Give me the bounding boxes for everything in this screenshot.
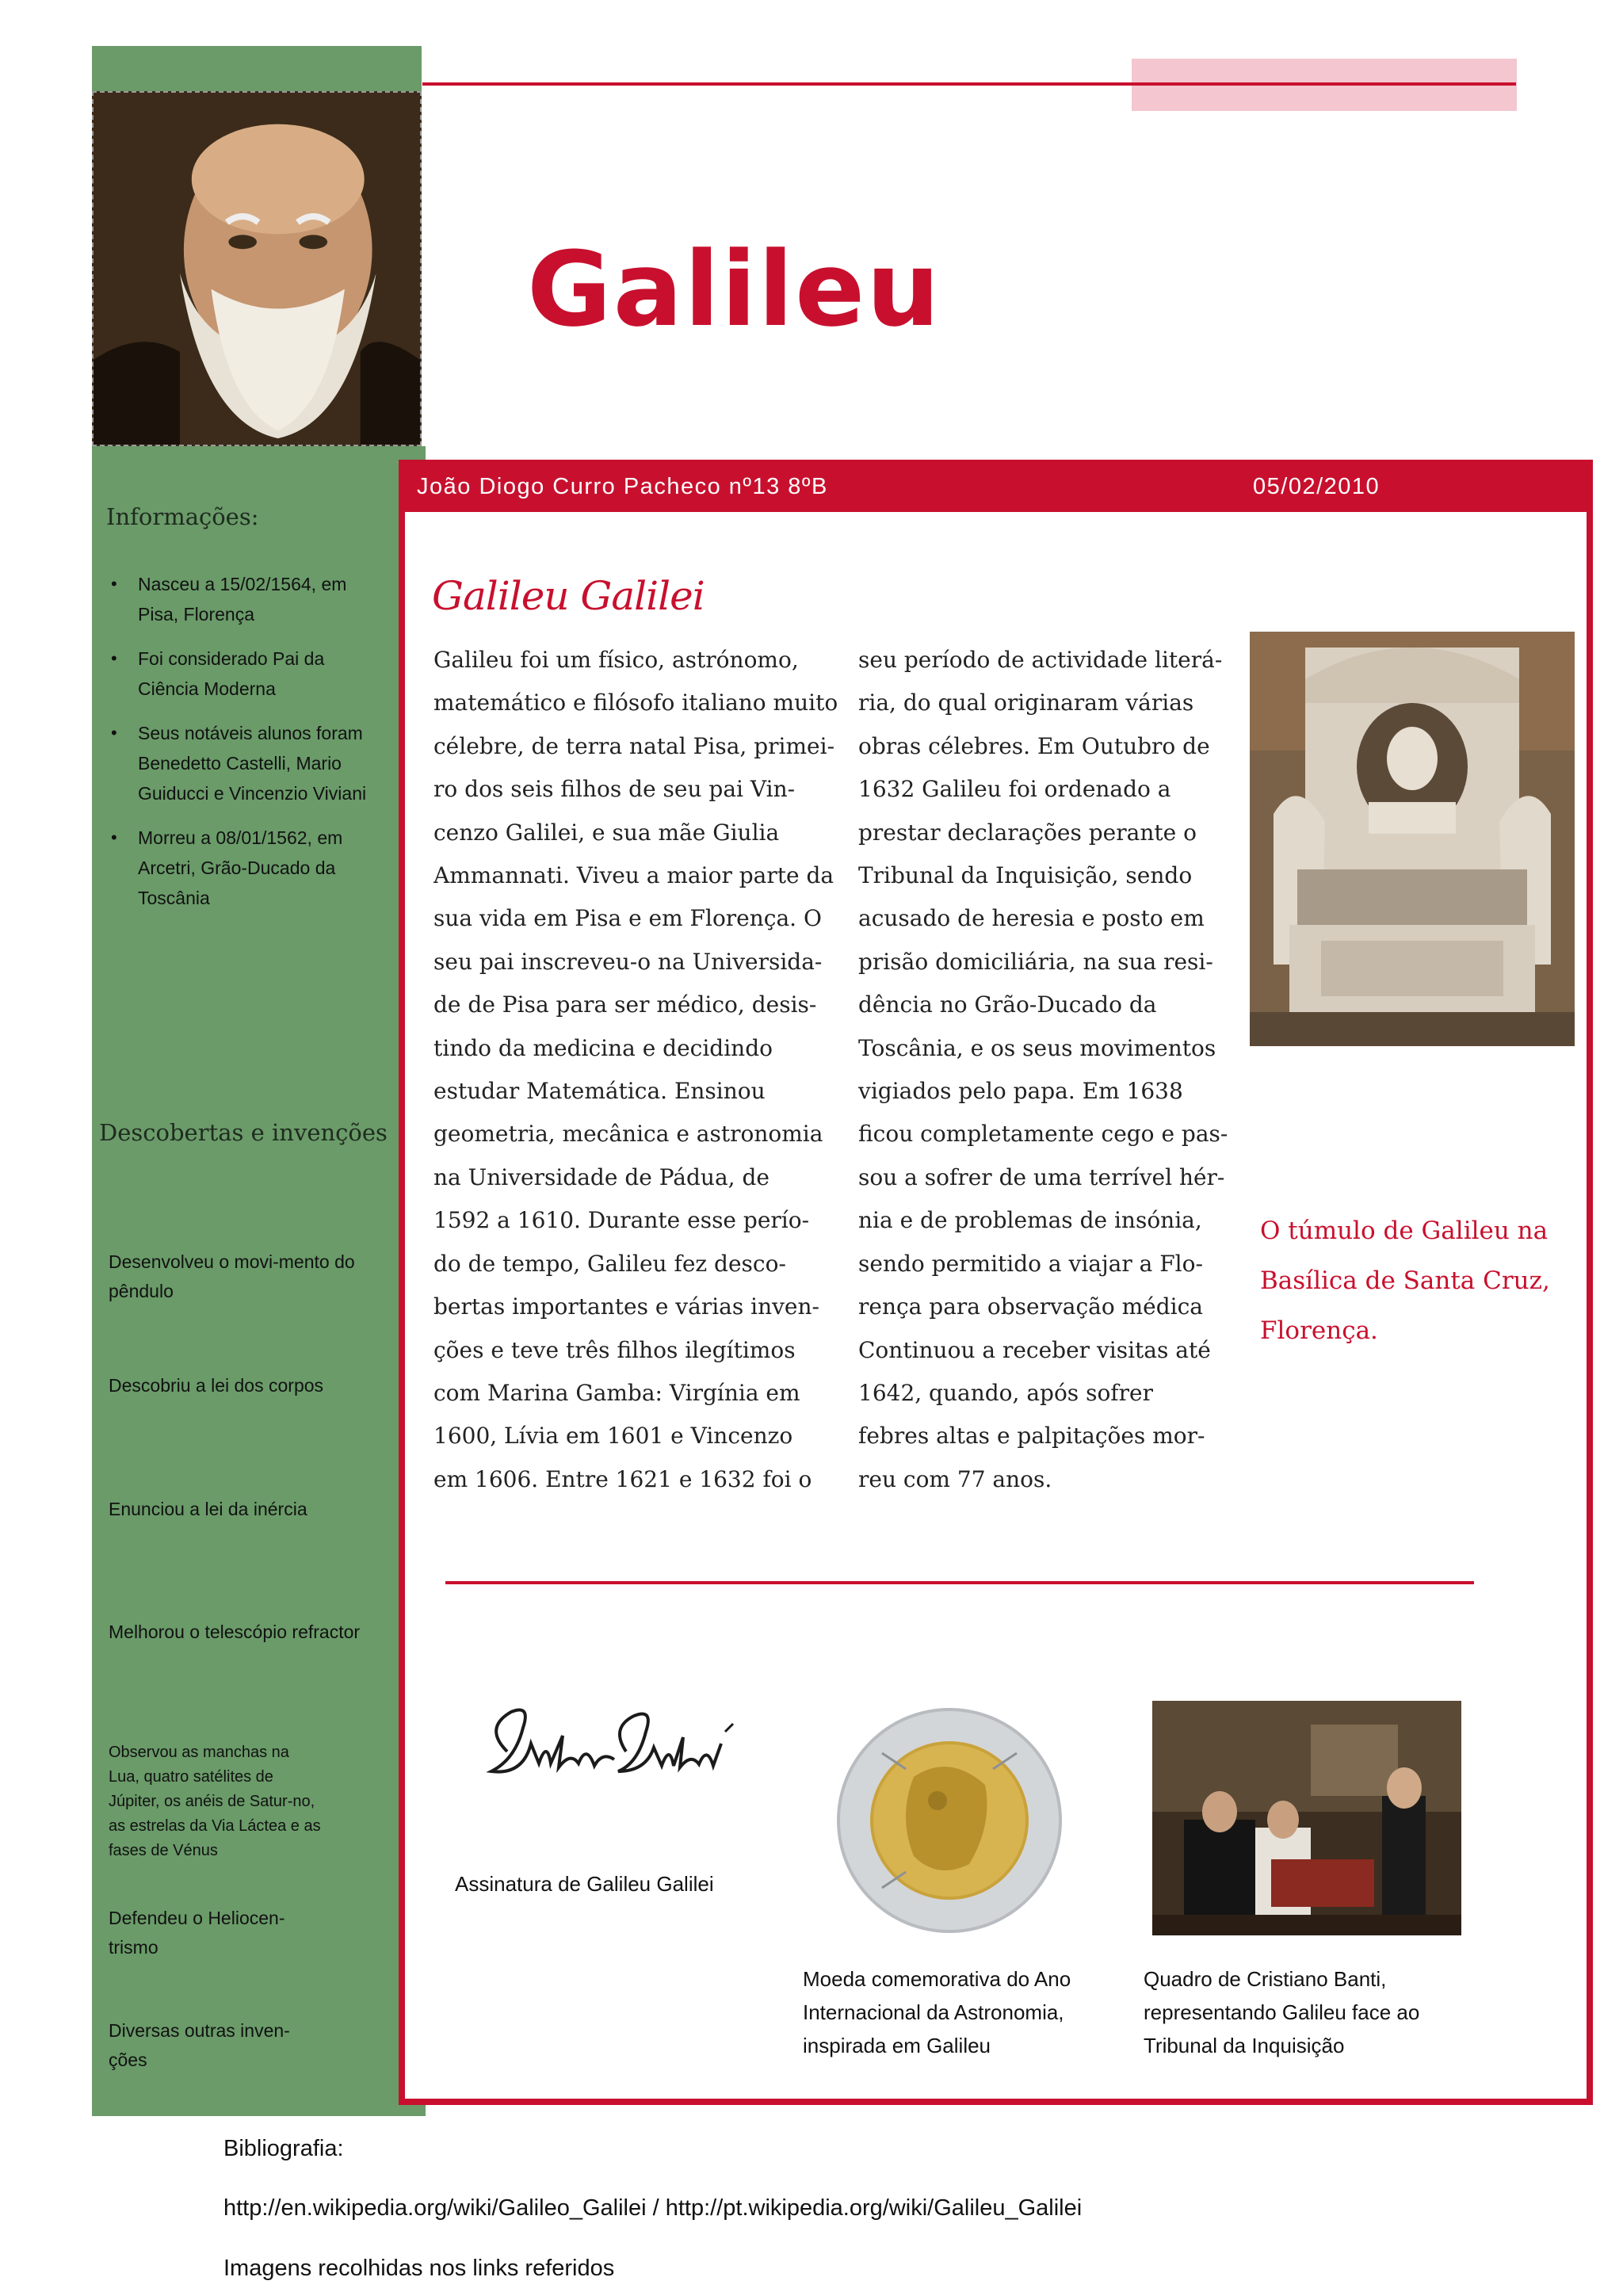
article-title: Galileu Galilei xyxy=(432,573,705,619)
text-line: ficou completamente cego e pas- xyxy=(858,1121,1228,1148)
tomb-caption: O túmulo de Galileu na Basílica de Santa Cruz, Florença. xyxy=(1260,1217,1550,1345)
bullet-icon: • xyxy=(111,648,117,668)
discoveries-heading: Descobertas e invenções xyxy=(99,1119,388,1146)
article-column-1 xyxy=(433,639,838,1501)
signature-caption: Assinatura de Galileu Galilei xyxy=(455,1872,714,1896)
text-line: 1632 Galileu foi ordenado a xyxy=(858,776,1171,803)
text-line: febres altas e palpitações mor- xyxy=(858,1423,1205,1450)
info-item: • Morreu a 08/01/1562, em Arcetri, Grão-Ducado da Toscânia xyxy=(111,823,384,913)
discovery-item: Melhorou o telescópio refractor xyxy=(109,1622,361,1642)
info-item: • Seus notáveis alunos foram Benedetto Castelli, Mario Guiducci e Vincenzio Viviani xyxy=(111,718,384,808)
text-line: cenzo Galilei, e sua mãe Giulia xyxy=(433,819,780,846)
text-line: 1592 a 1610. Durante esse perío- xyxy=(433,1207,810,1234)
author-name: João Diogo Curro Pacheco nº13 8ºB xyxy=(417,474,828,499)
discovery-item: Defendeu o Heliocen-trismo xyxy=(109,1908,285,1958)
signature-image xyxy=(475,1696,745,1799)
text-line: Continuou a receber visitas até xyxy=(858,1336,1211,1363)
painting-caption: Quadro de Cristiano Banti, representando Galileu face ao Tribunal da Inquisição xyxy=(1144,1967,1420,2057)
info-item: • Nasceu a 15/02/1564, em Pisa, Florença xyxy=(111,569,384,629)
text-line: nia e de problemas de insónia, xyxy=(858,1207,1202,1234)
text-line: seu pai inscreveu-o na Universida- xyxy=(433,948,823,975)
page-title: Galileu xyxy=(527,229,941,350)
bullet-icon: • xyxy=(111,574,117,594)
bibliography-heading: Bibliografia: xyxy=(223,2136,344,2161)
text-line: matemático e filósofo italiano muito xyxy=(433,690,838,716)
text-line: 1600, Lívia em 1601 e Vincenzo xyxy=(433,1423,793,1450)
info-list xyxy=(111,569,384,927)
text-line: tindo da medicina e decidindo xyxy=(433,1034,773,1061)
discovery-item: Descobriu a lei dos corpos xyxy=(109,1375,324,1396)
bullet-icon: • xyxy=(111,723,117,743)
discovery-item: Diversas outras inven-ções xyxy=(109,2020,290,2070)
text-line: ções e teve três filhos ilegítimos xyxy=(433,1336,796,1363)
text-line: Ammannati. Viveu a maior parte da xyxy=(433,862,834,889)
text-line: prisão domiciliária, na sua resi- xyxy=(858,948,1213,975)
text-line: sou a sofrer de uma terrível hér- xyxy=(858,1163,1225,1190)
commemorative-coin-image xyxy=(834,1706,1064,1935)
discovery-item: Enunciou a lei da inércia xyxy=(109,1499,307,1519)
text-line: ria, do qual originaram várias xyxy=(858,690,1194,716)
text-line: reu com 77 anos. xyxy=(858,1465,1052,1492)
portrait-edge xyxy=(422,46,426,446)
text-line: Galileu foi um físico, astrónomo, xyxy=(433,647,799,673)
publication-date: 05/02/2010 xyxy=(1253,474,1381,499)
inquisition-painting-image xyxy=(1152,1701,1461,1935)
text-line: rença para observação médica xyxy=(858,1293,1203,1320)
text-line: do de tempo, Galileu fez desco- xyxy=(433,1250,786,1277)
header-rule xyxy=(422,82,1516,86)
tomb-photo-image xyxy=(1250,632,1575,1046)
text-line: ro dos seis filhos de seu pai Vin- xyxy=(433,776,796,803)
text-line: prestar declarações perante o xyxy=(858,819,1197,846)
galileo-portrait-image xyxy=(92,91,422,446)
text-line: célebre, de terra natal Pisa, primei- xyxy=(433,732,835,759)
info-item: • Foi considerado Pai da Ciência Moderna xyxy=(111,644,384,704)
bibliography-links[interactable]: http://en.wikipedia.org/wiki/Galileo_Galilei / http://pt.wikipedia.org/wiki/Galileu_Galilei xyxy=(223,2195,1083,2221)
text-line: seu período de actividade literá- xyxy=(858,647,1223,673)
text-line: Toscânia, e os seus movimentos xyxy=(858,1034,1216,1061)
text-line: na Universidade de Pádua, de xyxy=(433,1163,769,1190)
discovery-item: Observou as manchas na Lua, quatro satélites de Júpiter, os anéis de Satur-no, as estrelas da Via Láctea e as fases de Vénus xyxy=(109,1744,321,1859)
text-line: bertas importantes e várias inven- xyxy=(433,1293,819,1320)
text-line: geometria, mecânica e astronomia xyxy=(433,1121,823,1148)
text-line: obras célebres. Em Outubro de xyxy=(858,732,1210,759)
text-line: sua vida em Pisa e em Florença. O xyxy=(433,905,822,932)
text-line: dência no Grão-Ducado da xyxy=(858,991,1157,1018)
article-column-2 xyxy=(858,639,1262,1501)
text-line: com Marina Gamba: Virgínia em xyxy=(433,1379,800,1406)
text-line: sendo permitido a viajar a Flo- xyxy=(858,1250,1203,1277)
text-line: 1642, quando, após sofrer xyxy=(858,1379,1153,1406)
text-line: estudar Matemática. Ensinou xyxy=(433,1078,766,1105)
text-line: de de Pisa para ser médico, desis- xyxy=(433,991,817,1018)
text-line: vigiados pelo papa. Em 1638 xyxy=(858,1078,1183,1105)
bibliography-note: Imagens recolhidas nos links referidos xyxy=(223,2256,615,2281)
text-line: em 1606. Entre 1621 e 1632 foi o xyxy=(433,1465,812,1492)
discovery-item: Desenvolveu o movi-mento do pêndulo xyxy=(109,1251,355,1301)
section-divider xyxy=(445,1581,1474,1584)
text-line: acusado de heresia e posto em xyxy=(858,905,1205,932)
coin-caption: Moeda comemorativa do Ano Internacional da Astronomia, inspirada em Galileu xyxy=(803,1967,1071,2057)
text-line: Tribunal da Inquisição, sendo xyxy=(858,862,1193,889)
bullet-icon: • xyxy=(111,827,117,847)
info-heading: Informações: xyxy=(106,503,259,530)
